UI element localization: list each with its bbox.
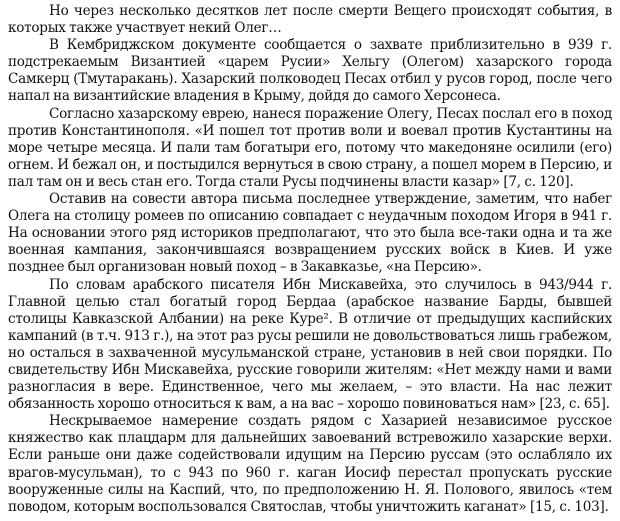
- paragraph: Оставив на совести автора письма последнее утверждение, заметим, что набег Олега на столицу ромеев по описанию совпадает с неудачным походом Игоря в 941 г. На основании этого ряд историков предполагают, что это была все-таки одна и та же военная кампания, закончившаяся возвращением русских войск в Киев. И уже позднее был организован новый поход – в Закавказье, «на Персию».: [8, 191, 612, 276]
- paragraph: Согласно хазарскому еврею, нанеся поражение Олегу, Песах послал его в поход против Константинополя. «И пошел тот против воли и воевал против Кустантины на море четыре месяца. И пали там богатыри его, потому что македоняне осилили (его) огнем. И бежал он, и постыдился вернуться в свою страну, а пошел морем в Персию, и пал там он и весь стан его. Тогда стали Русы подчинены власти казар» [7, с. 120].: [8, 105, 612, 190]
- paragraph: Но через несколько десятков лет после смерти Вещего происходят события, в которых также участвует некий Олег…: [8, 3, 612, 37]
- paragraph: Нескрываемое намерение создать рядом с Хазарией независимое русское княжество как плацдарм для дальнейших завоеваний встревожило хазарские верхи. Если раньше они даже содействовали идущим на Персию руссам (это ослабляло их врагов-мусульман), то с 943 по 960 г. каган Иосиф перестал пропускать русские вооруженные силы на Каспий, что, по предположению Н. Я. Полового, явилось «тем поводом, которым воспользовался Святослав, чтобы уничтожить каганат» [15, с. 103].: [8, 413, 612, 515]
- paragraph: По словам арабского писателя Ибн Мискавейха, это случилось в 943/944 г. Главной целью стал богатый город Бердаа (арабское название Барды, бывшей столицы Кавказской Албании) на реке Куре². В отличие от предыдущих каспийских кампаний (в т.ч. 913 г.), на этот раз русы решили не довольствоваться лишь грабежом, но осталься в захваченной мусульманской стране, установив в ней свои порядки. По свидетельству Ибн Мискавейха, русские говорили жителям: «Нет между нами и вами разногласия в вере. Единственное, чего мы желаем, – это власти. На нас лежит обязанность хорошо относиться к вам, а на вас – хорошо повиноваться нам» [23, с. 65].: [8, 276, 612, 413]
- paragraph: В Кембриджском документе сообщается о захвате приблизительно в 939 г. подстрекаемым Византией «царем Русии» Хельгу (Олегом) хазарского города Самкерц (Тмутаракань). Хазарский полководец Песах отбил у русов город, после чего напал на византийские владения в Крыму, дойдя до самого Херсонеса.: [8, 37, 612, 105]
